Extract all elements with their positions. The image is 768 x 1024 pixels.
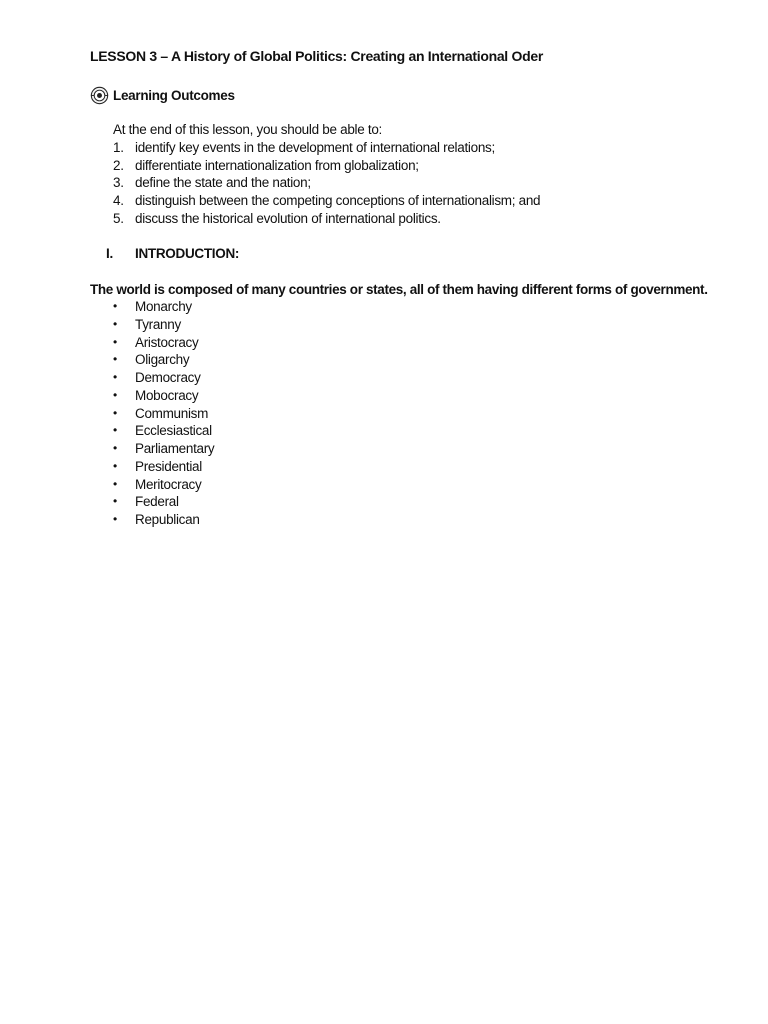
bullet: • — [113, 512, 117, 526]
list-text: Democracy — [135, 370, 201, 385]
list-number: 2. — [113, 157, 124, 173]
list-item — [113, 459, 214, 477]
government-forms-list — [113, 299, 214, 530]
list-item — [113, 441, 214, 459]
list-item — [113, 512, 214, 530]
bullet: • — [113, 405, 117, 420]
section-heading — [106, 246, 239, 261]
list-text: Monarchy — [135, 299, 192, 314]
bullet: • — [113, 441, 117, 455]
bullet: • — [113, 387, 117, 402]
outcomes-list — [113, 140, 540, 228]
list-text: define the state and the nation; — [135, 175, 311, 191]
list-item — [113, 211, 540, 229]
list-item — [113, 370, 214, 388]
list-item — [113, 335, 214, 353]
list-item — [113, 494, 214, 512]
list-number: 1. — [113, 140, 124, 155]
list-number: 5. — [113, 210, 124, 226]
list-text: Parliamentary — [135, 441, 215, 456]
section-number: I. — [106, 246, 113, 261]
statement-text: The world is composed of many countries or states, all of them having different forms of government. — [90, 282, 708, 297]
learning-outcomes-label: Learning Outcomes — [113, 88, 235, 103]
list-item — [113, 406, 214, 424]
list-text: Oligarchy — [135, 352, 190, 368]
list-text: Mobocracy — [135, 387, 199, 403]
list-text: Meritocracy — [135, 476, 202, 492]
learning-outcomes-heading — [90, 86, 235, 105]
bullet: • — [113, 458, 117, 473]
list-text: Presidential — [135, 458, 202, 474]
list-item — [113, 299, 214, 317]
list-text: Communism — [135, 405, 209, 421]
bullet: • — [113, 370, 117, 384]
section-title: INTRODUCTION: — [135, 246, 240, 261]
list-text: identify key events in the development of international relations; — [135, 140, 495, 155]
list-text: distinguish between the competing conceptions of internationalism; and — [135, 193, 541, 209]
list-item — [113, 317, 214, 335]
list-item — [113, 193, 540, 211]
list-item — [113, 158, 540, 176]
bullet: • — [113, 423, 117, 438]
list-text: Aristocracy — [135, 334, 199, 350]
list-item — [113, 352, 214, 370]
list-number: 4. — [113, 193, 124, 209]
list-item — [113, 140, 540, 158]
target-icon — [90, 86, 109, 105]
list-item — [113, 388, 214, 406]
list-item — [113, 175, 540, 193]
list-item — [113, 477, 214, 495]
list-item — [113, 423, 214, 441]
list-text: discuss the historical evolution of international politics. — [135, 210, 441, 226]
list-text: Tyranny — [135, 316, 181, 332]
bullet: • — [113, 494, 117, 509]
list-text: Federal — [135, 494, 179, 510]
lesson-title: LESSON 3 – A History of Global Politics: Creating an International Oder — [90, 48, 543, 64]
list-text: Republican — [135, 512, 200, 527]
list-number: 3. — [113, 175, 124, 191]
bullet: • — [113, 334, 117, 349]
bullet: • — [113, 316, 117, 331]
list-text: Ecclesiastical — [135, 423, 212, 439]
bullet: • — [113, 299, 117, 313]
list-text: differentiate internationalization from globalization; — [135, 157, 419, 173]
bullet: • — [113, 476, 117, 491]
outcomes-intro: At the end of this lesson, you should be able to: — [113, 122, 382, 137]
bullet: • — [113, 352, 117, 367]
